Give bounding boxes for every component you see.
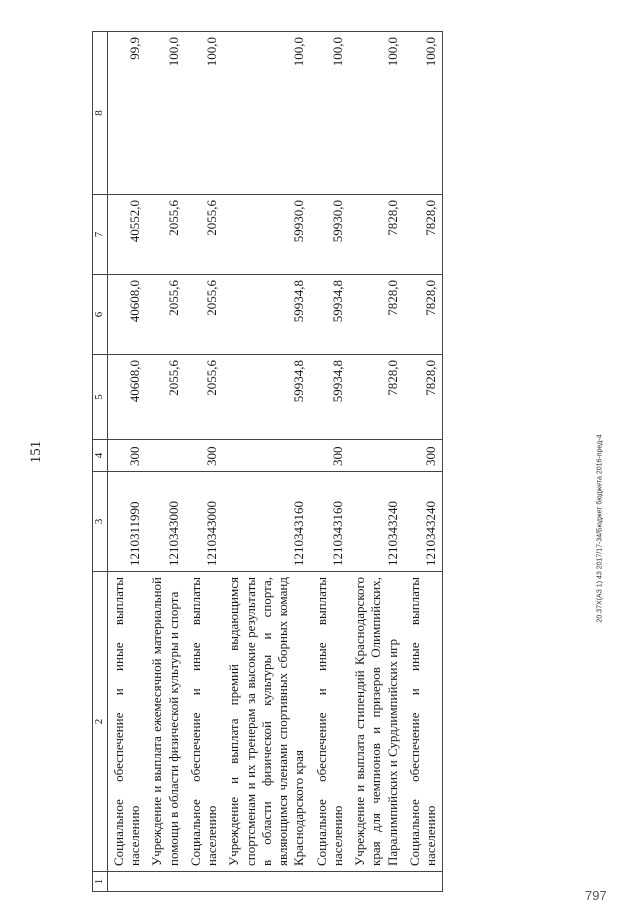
table-row xyxy=(404,32,443,892)
row-value-col8: 100,0 xyxy=(349,32,404,195)
header-col-5: 5 xyxy=(93,355,108,440)
page-number: 151 xyxy=(28,440,44,464)
row-value-col5: 59934,8 xyxy=(223,355,310,440)
row-value-col7: 59930,0 xyxy=(311,195,350,275)
row-value-col6: 40608,0 xyxy=(107,275,146,355)
row-value-col8: 99,9 xyxy=(107,32,146,195)
header-col-6: 6 xyxy=(93,275,108,355)
table-row xyxy=(349,32,404,892)
rotated-table-container xyxy=(92,32,562,892)
table-row xyxy=(223,32,310,892)
budget-table xyxy=(92,31,443,892)
row-description: Социальное обеспечение и иные выплаты населению xyxy=(311,572,350,872)
row-value-col6: 7828,0 xyxy=(404,275,443,355)
corner-number: 797 xyxy=(585,888,607,903)
header-col-4: 4 xyxy=(93,440,108,472)
row-target-code: 1210343160 xyxy=(223,472,310,572)
header-col-3: 3 xyxy=(93,472,108,572)
row-target-code: 1210343240 xyxy=(404,472,443,572)
row-target-code: 1210343240 xyxy=(349,472,404,572)
row-description: Учреждение и выплата премий выдающимся спортсменам и их тренерам за высокие результаты в области физической культуры и спорта, являющимся членами спортивных сборных команд Краснодарского края xyxy=(223,572,310,872)
row-value-col6: 59934,8 xyxy=(223,275,310,355)
row-expense-type: 300 xyxy=(107,440,146,472)
row-value-col5: 7828,0 xyxy=(404,355,443,440)
row-expense-type: 300 xyxy=(185,440,224,472)
row-description: Социальное обеспечение и иные выплаты населению xyxy=(404,572,443,872)
row-expense-type xyxy=(146,440,185,472)
table-row xyxy=(107,32,146,892)
row-expense-type xyxy=(223,440,310,472)
row-number xyxy=(223,872,310,892)
row-value-col5: 59934,8 xyxy=(311,355,350,440)
header-col-8: 8 xyxy=(93,32,108,195)
row-expense-type: 300 xyxy=(311,440,350,472)
row-value-col5: 2055,6 xyxy=(185,355,224,440)
row-number xyxy=(311,872,350,892)
header-col-7: 7 xyxy=(93,195,108,275)
row-value-col7: 59930,0 xyxy=(223,195,310,275)
table-row xyxy=(146,32,185,892)
row-value-col6: 2055,6 xyxy=(185,275,224,355)
row-value-col7: 40552,0 xyxy=(107,195,146,275)
row-expense-type: 300 xyxy=(404,440,443,472)
row-number xyxy=(349,872,404,892)
row-value-col8: 100,0 xyxy=(404,32,443,195)
row-value-col7: 2055,6 xyxy=(146,195,185,275)
row-target-code: 1210311990 xyxy=(107,472,146,572)
row-value-col8: 100,0 xyxy=(146,32,185,195)
row-target-code: 1210343000 xyxy=(185,472,224,572)
row-description: Социальное обеспечение и иные выплаты населению xyxy=(107,572,146,872)
row-target-code: 1210343000 xyxy=(146,472,185,572)
row-description: Учреждение и выплата стипендий Краснодарского края для чемпионов и призеров Олимпийских, Паралимпийских и Сурдлимпийских игр xyxy=(349,572,404,872)
row-value-col7: 7828,0 xyxy=(349,195,404,275)
row-value-col5: 7828,0 xyxy=(349,355,404,440)
row-value-col6: 7828,0 xyxy=(349,275,404,355)
row-value-col5: 2055,6 xyxy=(146,355,185,440)
row-value-col8: 100,0 xyxy=(185,32,224,195)
table-row xyxy=(185,32,224,892)
row-value-col7: 7828,0 xyxy=(404,195,443,275)
row-description: Учреждение и выплата ежемесячной материальной помощи в области физической культуры и спорта xyxy=(146,572,185,872)
row-value-col8: 100,0 xyxy=(311,32,350,195)
table-header-row xyxy=(93,32,108,892)
header-col-1: 1 xyxy=(93,872,108,892)
row-description: Социальное обеспечение и иные выплаты населению xyxy=(185,572,224,872)
row-target-code: 1210343160 xyxy=(311,472,350,572)
row-number xyxy=(146,872,185,892)
row-value-col5: 40608,0 xyxy=(107,355,146,440)
row-expense-type xyxy=(349,440,404,472)
row-number xyxy=(185,872,224,892)
table-row xyxy=(311,32,350,892)
row-number xyxy=(107,872,146,892)
footer-note: 20.37X(АЗ 1) 43 2017/17-34/Бюджет бюджета 2016-пред-4 xyxy=(596,434,604,623)
row-value-col6: 59934,8 xyxy=(311,275,350,355)
header-col-2: 2 xyxy=(93,572,108,872)
row-value-col8: 100,0 xyxy=(223,32,310,195)
row-number xyxy=(404,872,443,892)
row-value-col6: 2055,6 xyxy=(146,275,185,355)
row-value-col7: 2055,6 xyxy=(185,195,224,275)
